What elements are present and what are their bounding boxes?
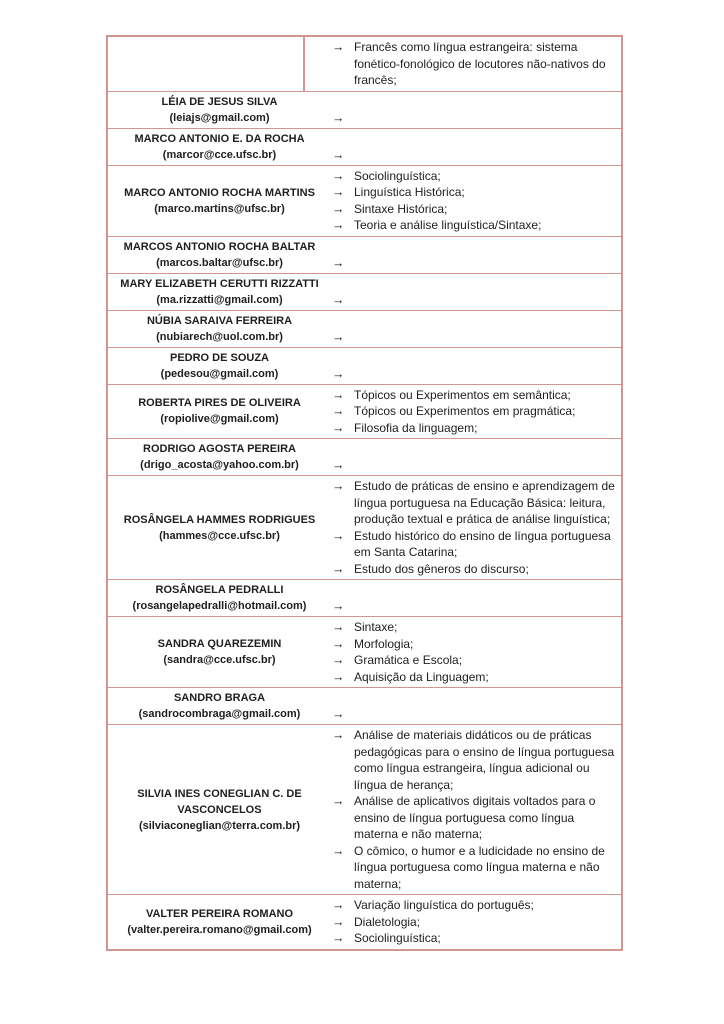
table-row: [108, 128, 621, 165]
topic-text: Linguística Histórica;: [354, 185, 465, 199]
right-arrow-icon: →: [332, 185, 345, 199]
topic-text: Francês como língua estrangeira: sistema fonético-fonológico de locutores não-nativos do francês;: [354, 40, 606, 87]
topic-text: Análise de aplicativos digitais voltados para o ensino de língua portuguesa como língua materna e não materna;: [354, 794, 596, 841]
advisor-email: (sandra@cce.ufsc.br): [163, 654, 276, 666]
right-arrow-icon: →: [332, 110, 345, 125]
table-row: [108, 347, 621, 384]
advisor-topics-cell: [331, 725, 621, 894]
advisor-email: (sandrocombraga@gmail.com): [138, 708, 301, 720]
topic-item: [331, 793, 618, 843]
advisor-name-cell: [108, 688, 331, 724]
advisor-name-cell: [108, 237, 331, 273]
right-arrow-icon: →: [332, 168, 345, 183]
advisor-name: RODRIGO AGOSTA PEREIRA: [143, 443, 296, 455]
right-arrow-icon: →: [332, 728, 345, 742]
table-row: [108, 687, 621, 724]
right-arrow-icon: →: [332, 914, 345, 929]
advisor-email: (pedesou@gmail.com): [160, 367, 279, 380]
topic-item: [331, 914, 618, 931]
right-arrow-icon: →: [332, 653, 345, 667]
table-row: [108, 579, 621, 616]
advisor-name: VALTER PEREIRA ROMANO: [145, 907, 294, 920]
right-arrow-icon: →: [332, 636, 345, 651]
right-arrow-icon: →: [332, 843, 345, 858]
right-arrow-icon: →: [332, 40, 345, 54]
topic-item: [331, 420, 618, 437]
advisor-topics-cell: [331, 348, 621, 384]
topic-item: [331, 478, 618, 528]
advisor-name: ROSÂNGELA HAMMES RODRIGUES: [123, 513, 316, 526]
topic-text: Estudo de práticas de ensino e aprendizagem de língua portuguesa na Educação Básica: leitura, produção textual e prática de análise linguística;: [354, 479, 615, 526]
advisor-topics-cell: [331, 274, 621, 310]
advisor-topics-cell: [331, 37, 621, 91]
advisor-email: (silviaconeglian@terra.com.br): [138, 819, 301, 832]
advisor-email: (nubiarech@uol.com.br): [156, 330, 283, 343]
advisor-name-cell: [108, 895, 331, 949]
advisor-name-cell: [108, 348, 331, 384]
topic-item: [331, 217, 618, 234]
advisor-email: (drigo_acosta@yahoo.com.br): [140, 459, 299, 471]
advisor-name-cell: [108, 274, 331, 310]
advisor-name-cell: [108, 129, 331, 165]
topic-item: [331, 669, 618, 686]
topic-text: Morfologia;: [354, 636, 414, 651]
advisor-name-cell: [108, 476, 331, 579]
topic-item: [331, 930, 618, 947]
topic-text: Variação linguística do português;: [354, 898, 534, 912]
topic-item: [331, 528, 618, 561]
right-arrow-icon: →: [332, 707, 345, 721]
topic-item: [331, 897, 618, 914]
advisor-name: SANDRA QUAREZEMIN: [157, 638, 282, 650]
right-arrow-icon: →: [332, 201, 345, 216]
advisor-topics-cell: [331, 166, 621, 236]
advisor-name-cell: [108, 166, 331, 236]
topic-text: Filosofia da linguagem;: [354, 420, 478, 435]
topic-item: [331, 387, 618, 404]
topic-text: Aquisição da Linguagem;: [354, 669, 489, 684]
table-row: [108, 310, 621, 347]
advisor-name-cell: [108, 37, 331, 91]
advisor-topics-cell: [331, 129, 621, 165]
right-arrow-icon: →: [332, 620, 345, 634]
advisor-name: MARCO ANTONIO ROCHA MARTINS: [124, 186, 315, 199]
advisors-table: [106, 35, 623, 951]
topic-text: Tópicos ou Experimentos em semântica;: [354, 387, 571, 402]
right-arrow-icon: →: [332, 387, 345, 402]
right-arrow-icon: →: [332, 292, 345, 307]
advisor-name: SILVIA INES CONEGLIAN C. DE VASCONCELOS: [137, 787, 302, 816]
right-arrow-icon: →: [332, 458, 345, 472]
topic-item: [331, 843, 618, 893]
right-arrow-icon: →: [332, 404, 345, 418]
topic-text: Sociolinguística;: [354, 168, 441, 183]
advisor-name: PEDRO DE SOUZA: [169, 351, 269, 364]
topic-text: Tópicos ou Experimentos em pragmática;: [354, 404, 576, 418]
right-arrow-icon: →: [332, 218, 345, 232]
advisor-name: MARCOS ANTONIO ROCHA BALTAR: [123, 240, 316, 253]
advisor-topics-cell: [331, 617, 621, 687]
topic-text: O cômico, o humor e a ludicidade no ensino de língua portuguesa como língua materna e não materna;: [354, 843, 605, 891]
topic-text: Análise de materiais didáticos ou de práticas pedagógicas para o ensino de língua portuguesa como língua estrangeira, língua adicional ou língua de herança;: [354, 728, 615, 792]
advisor-topics-cell: [331, 439, 621, 475]
advisor-email: (valter.pereira.romano@gmail.com): [127, 923, 312, 936]
advisor-name-cell: [108, 725, 331, 894]
advisor-topics-cell: [331, 895, 621, 949]
table-row: [108, 91, 621, 128]
topic-text: Estudo histórico do ensino de língua portuguesa em Santa Catarina;: [354, 528, 611, 559]
advisor-name: ROSÂNGELA PEDRALLI: [155, 584, 284, 596]
advisor-name-cell: [108, 617, 331, 687]
topic-item: [331, 652, 618, 669]
advisor-name-cell: [108, 311, 331, 347]
advisor-name-cell: [108, 580, 331, 616]
advisor-name: LÉIA DE JESUS SILVA: [161, 95, 278, 108]
right-arrow-icon: →: [332, 420, 345, 435]
advisor-email: (ma.rizzatti@gmail.com): [156, 293, 283, 306]
advisor-name-cell: [108, 92, 331, 128]
topic-text: Dialetologia;: [354, 914, 421, 929]
topic-item: [331, 619, 618, 636]
topic-item: [331, 201, 618, 218]
table-row: [108, 724, 621, 894]
right-arrow-icon: →: [332, 561, 345, 576]
table-row: [108, 165, 621, 236]
right-arrow-icon: →: [332, 255, 345, 270]
table-row: [108, 236, 621, 273]
table-row: [108, 273, 621, 310]
topic-text: Sociolinguística;: [354, 931, 441, 945]
advisor-name-cell: [108, 385, 331, 439]
advisor-email: (hammes@cce.ufsc.br): [159, 529, 280, 542]
advisor-name: ROBERTA PIRES DE OLIVEIRA: [138, 397, 301, 410]
right-arrow-icon: →: [332, 479, 345, 493]
advisor-name: NÚBIA SARAIVA FERREIRA: [146, 314, 293, 327]
advisor-topics-cell: [331, 311, 621, 347]
topic-item: [331, 168, 618, 185]
table-row: [108, 37, 621, 91]
topic-item: [331, 39, 618, 89]
topic-item: [331, 636, 618, 653]
advisor-email: (rosangelapedralli@hotmail.com): [132, 600, 307, 612]
table-row: [108, 894, 621, 949]
advisor-name-cell: [108, 439, 331, 475]
table-row: [108, 438, 621, 475]
right-arrow-icon: →: [332, 329, 345, 344]
right-arrow-icon: →: [332, 366, 345, 381]
right-arrow-icon: →: [332, 147, 345, 162]
right-arrow-icon: →: [332, 931, 345, 945]
advisor-topics-cell: [331, 385, 621, 439]
topic-text: Sintaxe;: [354, 620, 398, 634]
advisor-name: MARY ELIZABETH CERUTTI RIZZATTI: [120, 277, 319, 290]
topic-text: Sintaxe Histórica;: [354, 201, 448, 216]
advisor-name: SANDRO BRAGA: [173, 692, 266, 704]
right-arrow-icon: →: [332, 669, 345, 684]
table-row: [108, 475, 621, 579]
topic-item: [331, 403, 618, 420]
advisor-topics-cell: [331, 237, 621, 273]
advisor-name: MARCO ANTONIO E. DA ROCHA: [134, 132, 305, 145]
topic-item: [331, 184, 618, 201]
right-arrow-icon: →: [332, 898, 345, 912]
topic-item: [331, 727, 618, 793]
advisor-email: (marcos.baltar@ufsc.br): [156, 256, 283, 269]
topic-item: [331, 561, 618, 578]
topic-text: Teoria e análise linguística/Sintaxe;: [354, 218, 542, 232]
right-arrow-icon: →: [332, 794, 345, 808]
advisor-email: (marcor@cce.ufsc.br): [162, 148, 277, 161]
advisor-email: (ropiolive@gmail.com): [160, 413, 279, 426]
topic-text: Estudo dos gêneros do discurso;: [354, 561, 529, 576]
right-arrow-icon: →: [332, 599, 345, 613]
topic-text: Gramática e Escola;: [354, 653, 463, 667]
table-row: [108, 616, 621, 687]
advisor-email: (leiajs@gmail.com): [169, 111, 270, 124]
right-arrow-icon: →: [332, 528, 345, 543]
table-row: [108, 384, 621, 439]
advisor-topics-cell: [331, 476, 621, 579]
advisor-topics-cell: [331, 688, 621, 724]
advisor-email: (marco.martins@ufsc.br): [154, 202, 285, 215]
advisor-topics-cell: [331, 580, 621, 616]
advisor-topics-cell: [331, 92, 621, 128]
